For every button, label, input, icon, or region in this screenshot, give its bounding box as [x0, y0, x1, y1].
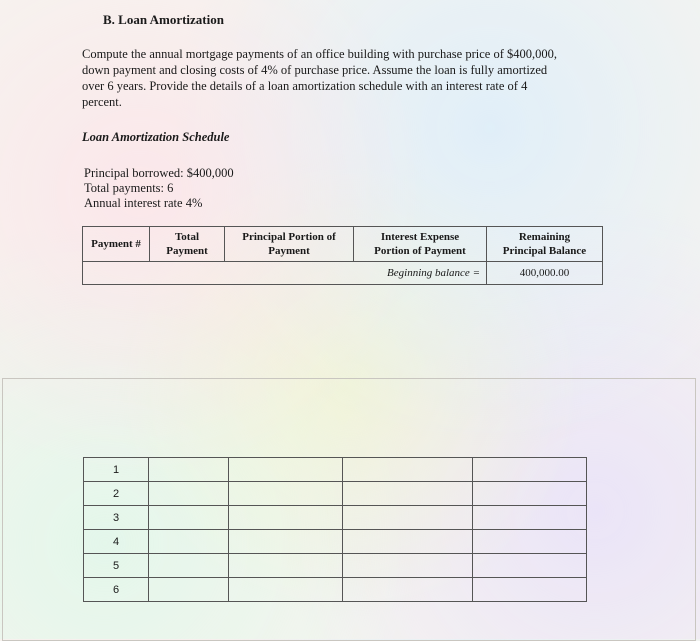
principal-portion-input[interactable] [229, 506, 343, 530]
payment-number-cell: 6 [84, 578, 149, 602]
remaining-balance-input[interactable] [473, 482, 587, 506]
total-payment-input[interactable] [149, 530, 229, 554]
remaining-balance-input[interactable] [473, 554, 587, 578]
header-interest-expense: Interest Expense Portion of Payment [354, 227, 487, 262]
prompt-line-4: percent. [82, 95, 122, 109]
payment-number-cell: 5 [84, 554, 149, 578]
header-principal-portion: Principal Portion of Payment [225, 227, 354, 262]
remaining-balance-input[interactable] [473, 578, 587, 602]
principal-portion-input[interactable] [229, 578, 343, 602]
interest-expense-input[interactable] [343, 578, 473, 602]
principal-portion-input[interactable] [229, 530, 343, 554]
header-payment-number: Payment # [83, 227, 150, 262]
interest-expense-input[interactable] [343, 530, 473, 554]
schedule-header-table [82, 226, 603, 285]
remaining-balance-input[interactable] [473, 530, 587, 554]
remaining-balance-input[interactable] [473, 506, 587, 530]
total-payments: Total payments: 6 [84, 181, 174, 195]
interest-expense-input[interactable] [343, 554, 473, 578]
section-title: B. Loan Amortization [103, 12, 224, 27]
principal-borrowed: Principal borrowed: $400,000 [84, 166, 234, 180]
payment-number-cell: 3 [84, 506, 149, 530]
interest-expense-input[interactable] [343, 506, 473, 530]
prompt-line-1: Compute the annual mortgage payments of an office building with purchase price of $400,000, [82, 47, 557, 61]
annual-interest-rate: Annual interest rate 4% [84, 196, 203, 210]
header-total-payment: Total Payment [150, 227, 225, 262]
table-row [84, 578, 587, 602]
principal-portion-input[interactable] [229, 554, 343, 578]
schedule-title: Loan Amortization Schedule [82, 130, 230, 144]
table-row [84, 506, 587, 530]
total-payment-input[interactable] [149, 458, 229, 482]
table-row [84, 458, 587, 482]
remaining-balance-input[interactable] [473, 458, 587, 482]
problem-statement [82, 46, 592, 110]
table-row [84, 530, 587, 554]
total-payment-input[interactable] [149, 578, 229, 602]
beginning-balance-row [83, 262, 603, 285]
total-payment-input[interactable] [149, 554, 229, 578]
payment-number-cell: 4 [84, 530, 149, 554]
interest-expense-input[interactable] [343, 482, 473, 506]
beginning-balance-label: Beginning balance = [83, 262, 487, 285]
table-row [84, 554, 587, 578]
header-remaining-balance: Remaining Principal Balance [487, 227, 603, 262]
prompt-line-2: down payment and closing costs of 4% of purchase price. Assume the loan is fully amortized [82, 63, 548, 77]
prompt-line-3: over 6 years. Provide the details of a loan amortization schedule with an interest rate of 4 [82, 79, 528, 93]
principal-portion-input[interactable] [229, 482, 343, 506]
header-row [83, 227, 603, 262]
payment-number-cell: 1 [84, 458, 149, 482]
amortization-entry-table [83, 457, 587, 602]
payment-number-cell: 2 [84, 482, 149, 506]
principal-portion-input[interactable] [229, 458, 343, 482]
total-payment-input[interactable] [149, 506, 229, 530]
total-payment-input[interactable] [149, 482, 229, 506]
interest-expense-input[interactable] [343, 458, 473, 482]
beginning-balance-value: 400,000.00 [487, 262, 603, 285]
table-row [84, 482, 587, 506]
